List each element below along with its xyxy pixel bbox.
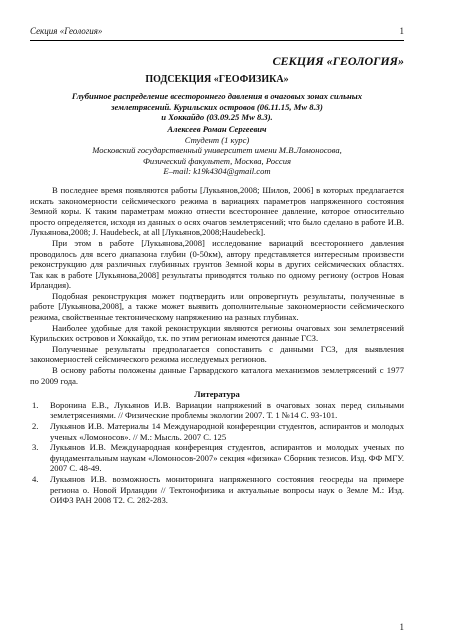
reference-text: Лукьянов И.В. Материалы 14 Международной конференции студентов, аспирантов и молодых ученых «Ломоносов». // М.: Мысль. 2007 С. 125: [50, 421, 404, 442]
reference-item: [30, 442, 404, 474]
footer-page-number: 1: [399, 622, 404, 632]
body-paragraph: В последнее время появляются работы [Лукьянов,2008; Шилов, 2006] в которых предлагается искать закономерности сейсмического режима в вариациях параметров напряженного состояния Земной коры. К таким параметрам можно отнести всестороннее давление, которое относительно просто определяется, исходя из данных о осях очагов землетрясений; что было сделано в работе И.В. Лукьянова,2008; J. Haudebeck, at all [Лукьянов,2008;Haudebeck].: [30, 184, 404, 238]
author-faculty: Физический факультет, Москва, Россия: [143, 155, 291, 166]
author-email: E–mail: k19k4304@gmail.com: [163, 166, 271, 177]
reference-number: 4.: [32, 473, 39, 484]
article-body: [30, 185, 404, 386]
reference-item: [30, 400, 404, 421]
reference-item: [30, 474, 404, 506]
reference-text: Воронина Е.В., Лукьянов И.В. Вариации напряжений в очаговых зонах перед сильными землетрясениями. // Физические проблемы экологии 2007. Т. 1 №14 С. 93-101.: [50, 399, 404, 421]
reference-number: 2.: [32, 421, 39, 431]
reference-number: 1.: [32, 399, 39, 410]
subsection-title: ПОДСЕКЦИЯ «ГЕОФИЗИКА»: [145, 73, 289, 85]
author-name: Алексеев Роман Сергеевич: [167, 123, 267, 134]
reference-item: [30, 421, 404, 442]
author-status: Студент (1 курс): [184, 134, 250, 145]
section-title: СЕКЦИЯ «ГЕОЛОГИЯ»: [272, 54, 404, 68]
literature-title: Литература: [194, 389, 240, 400]
article-title-line: Глубинное распределение всестороннего давления в очаговых зонах сильных: [71, 91, 363, 102]
article-title-line: землетрясений. Курильских островов (06.11.15, Mw 8.3): [111, 101, 323, 112]
reference-list: [30, 400, 404, 506]
author-university: Московский государственный университет имени М.В.Ломоносова,: [92, 145, 342, 156]
body-paragraph: В основу работы положены данные Гарвардского каталога механизмов землетрясений с 1977 по 2009 года.: [30, 365, 404, 386]
running-title: Секция «Геология»: [30, 26, 103, 36]
running-header: [30, 26, 404, 38]
header-page-number: 1: [399, 26, 404, 36]
reference-text: Лукьянов И.В. возможность мониторинга напряженного состояния геосреды на примере региона о. Новой Ирландии // Тектонофизика и актуальные вопросы наук о Земле М.: Изд. ОИФЗ РАН 2008 Т2. С. 282-283.: [50, 473, 404, 506]
body-paragraph: Полученные результаты предполагается сопоставить с данными ГСЗ, для выявления закономерностей сейсмического режима исследуемых регионов.: [30, 343, 404, 365]
reference-text: Лукьянов И.В. Международная конференция студентов, аспирантов и молодых ученых по фундаментальным наукам «Ломоносов-2007» секция «физика» Сборник тезисов. Изд. ФФ МГУ. 2007 С. 48-49.: [50, 442, 404, 474]
body-paragraph: При этом в работе [Лукьянова,2008] исследование вариаций всестороннего давления проводилось для всего диапазона глубин (0-50км), автору представляется интересным произвести реконструкцию для различных глубинных грунтов Земной коры в других сейсмических областях. Так как в работе [Лукьянова,2008] результаты приводятся только по одному региону (остров Новая Ирландия).: [30, 237, 404, 291]
body-paragraph: Подобная реконструкция может подтвердить или опровергнуть результаты, полученные в работе [Лукьянова,2008], а также может выявить дополнительные закономерности сейсмического режима, свойственные тектоническому напряжению на разных глубинах.: [30, 290, 404, 323]
article-title-line: и Хоккайдо (03.09.25 Mw 8.3).: [161, 112, 273, 123]
reference-number: 3.: [32, 442, 39, 453]
article-title: [30, 91, 404, 123]
body-paragraph: Наиболее удобные для такой реконструкции являются регионы очаговых зон землетрясений Курильских островов и Хоккайдо, т.к. по этим регионам имеются данные ГСЗ.: [30, 322, 404, 344]
page-content: [30, 50, 404, 506]
header-rule: [30, 40, 404, 41]
